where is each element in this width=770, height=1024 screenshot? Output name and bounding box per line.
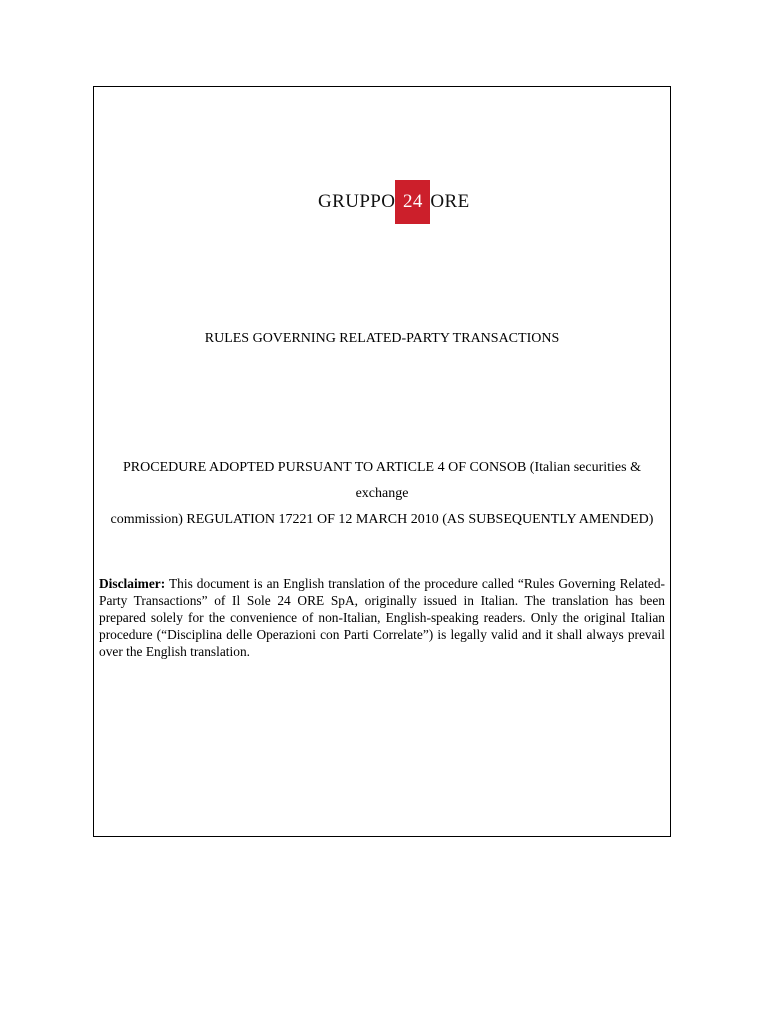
gruppo-24-ore-logo — [318, 180, 470, 224]
logo-red-box — [395, 180, 430, 224]
procedure-line-2: commission) REGULATION 17221 OF 12 MARCH 2010 (AS SUBSEQUENTLY AMENDED) — [110, 512, 654, 527]
procedure-line-1: PROCEDURE ADOPTED PURSUANT TO ARTICLE 4 OF CONSOB (Italian securities & exchange — [123, 460, 641, 501]
logo-text-left: GRUPPO — [318, 191, 396, 212]
procedure-heading — [100, 455, 664, 533]
logo-box-text: 24 — [402, 191, 423, 212]
disclaimer-text: This document is an English translation of the procedure called “Rules Governing Related-Party Transactions” of Il Sole 24 ORE SpA, originally issued in Italian. The translation has been prepared solely for the convenience of non-Italian, English-speaking readers. Only the original Italian procedure (“Disciplina delle Operazioni con Parti Correlate”) is legally valid and it shall always prevail over the English translation. — [99, 576, 665, 659]
logo-text-right: ORE — [430, 191, 470, 212]
document-title: RULES GOVERNING RELATED-PARTY TRANSACTIONS — [204, 331, 560, 346]
disclaimer-label: Disclaimer: — [99, 576, 166, 591]
disclaimer-paragraph — [99, 575, 665, 660]
